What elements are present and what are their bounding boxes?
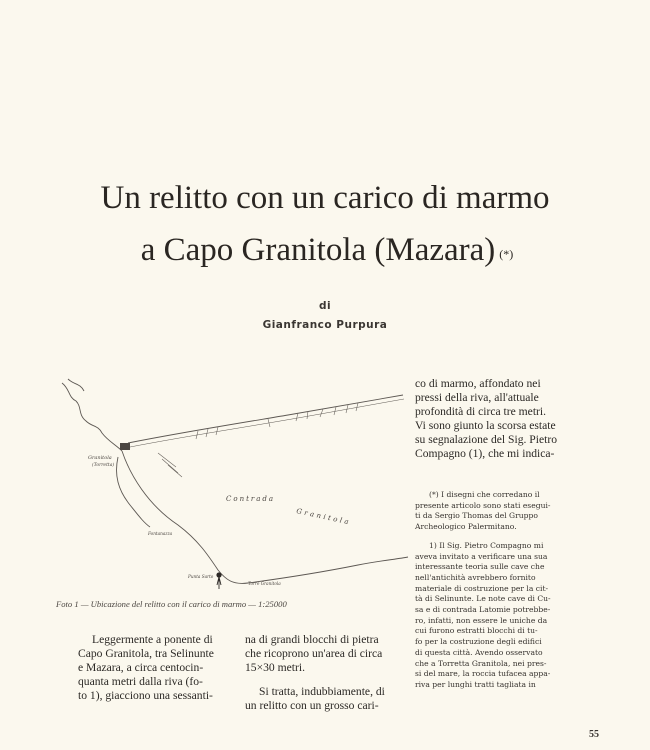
title-line-2-text: a Capo Granitola (Mazara)	[140, 232, 496, 268]
text-line: co di marmo, affondato nei	[415, 377, 541, 390]
text-line: Vi sono giunto la scorsa estate	[415, 419, 556, 432]
title-line-1: Un relitto con un carico di marmo	[100, 180, 550, 216]
footnote-line: cui furono estratti blocchi di tu-	[415, 626, 538, 636]
text-line: Compagno (1), che mi indica-	[415, 447, 555, 460]
footnote-line: che a Torretta Granitola, nei pres-	[415, 658, 547, 668]
footnote-line: sa e di contrada Latomie potrebbe-	[415, 605, 551, 615]
text-line: Leggermente a ponente di	[92, 633, 213, 646]
map-label-tower: (Torretta)	[92, 463, 115, 468]
footnote-line: fo per la costruzione degli edifici	[415, 637, 542, 647]
footnote-line: nell'antichità avrebbero fornito	[415, 572, 536, 582]
text-line: pressi della riva, all'attuale	[415, 391, 539, 404]
footnote-line: si del mare, la roccia tufacea appa-	[415, 669, 551, 679]
text-line: to 1), giacciono una sessanti-	[78, 689, 213, 702]
text-line: che ricoprono un'area di circa	[245, 647, 383, 660]
text-line: un relitto con un grosso cari-	[245, 699, 379, 712]
footnote-line: materiale di costruzione per la cit-	[415, 583, 549, 593]
text-line: Capo Granitola, tra Selinunte	[78, 647, 214, 660]
map-label-lower: Fontanazza	[148, 531, 173, 536]
map-hatching	[158, 403, 358, 477]
text-line: profondità di circa tre metri.	[415, 405, 547, 418]
map-label-contrada: Contrada	[226, 495, 276, 503]
map-road-top-2	[130, 399, 404, 447]
text-line: na di grandi blocchi di pietra	[245, 633, 379, 646]
map-road-lower	[117, 457, 151, 527]
title-line-2	[40, 224, 610, 276]
map-coastline	[122, 451, 408, 583]
column-left-text	[78, 633, 238, 703]
figure-caption: Foto 1 — Ubicazione del relitto con il carico di marmo — 1:25000	[56, 599, 287, 609]
footnote-line: 1) Il Sig. Pietro Compagno mi	[429, 540, 544, 550]
map-label-punta: Punta Sarto	[188, 574, 214, 579]
footnote-line: ro, infatti, non essere le uniche da	[415, 615, 548, 625]
map-river-branch	[68, 379, 84, 391]
map-label-torre: Torre Granitola	[248, 581, 281, 586]
footnote-line: aveva invitato a verificare una sua	[415, 551, 548, 561]
text-line: quanta metri dalla riva (fo-	[78, 675, 203, 688]
text-line: su segnalazione del Sig. Pietro	[415, 433, 557, 446]
footnote-line: interessante teoria sulle cave che	[415, 562, 545, 572]
footnote-line: ti da Sergio Thomas del Gruppo	[415, 511, 538, 521]
column-right-text	[415, 377, 605, 461]
byline-di: di	[318, 300, 332, 312]
title-footnote-mark: (*)	[499, 247, 514, 261]
map-label-granitola: Granitola	[295, 507, 352, 527]
article-title	[40, 172, 610, 276]
footnote-line: Archeologico Palermitano.	[415, 522, 517, 532]
page-number: 55	[589, 729, 599, 740]
location-map	[58, 375, 413, 595]
footnote-line: (*) I disegni che corredano il	[429, 490, 540, 499]
footnote-line: presente articolo sono stati esegui-	[415, 500, 551, 510]
map-road-top	[128, 395, 403, 443]
text-line: 15×30 metri.	[245, 661, 305, 674]
footnotes	[415, 490, 610, 691]
footnote-line: tà di Selinunte. Le note cave di Cu-	[415, 594, 551, 604]
map-town-mark	[120, 443, 130, 450]
map-wreck-arrow	[217, 577, 221, 589]
byline-author: Gianfranco Purpura	[262, 319, 388, 331]
footnote-line: di questa città. Avendo osservato	[415, 647, 543, 657]
text-line: e Mazara, a circa centocin-	[78, 661, 204, 674]
text-line: Si tratta, indubbiamente, di	[259, 685, 385, 698]
map-label-town: Granitola	[88, 455, 112, 461]
column-middle-text	[245, 633, 407, 713]
map-wreck-site	[216, 572, 221, 577]
map-river	[62, 383, 122, 451]
footnote-line: riva per lunghi tratti tagliata in	[415, 679, 536, 689]
